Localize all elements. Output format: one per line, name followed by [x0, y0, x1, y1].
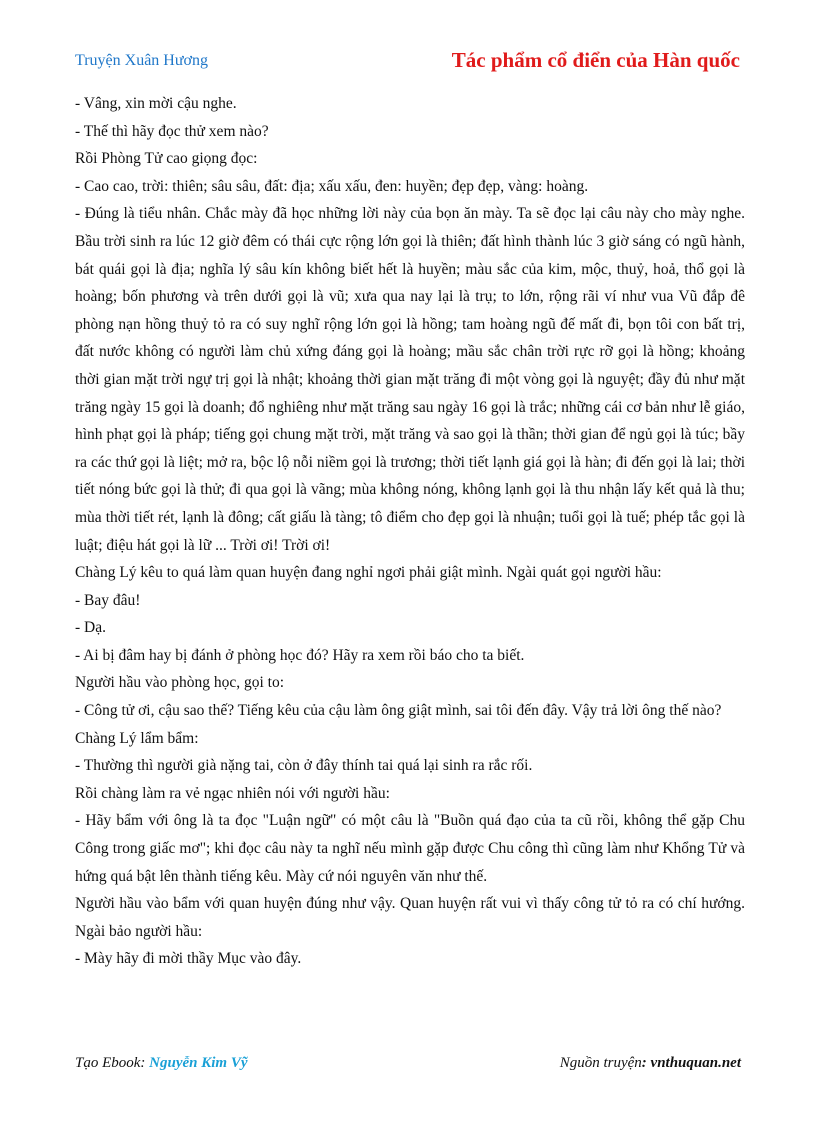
paragraph: Người hầu vào phòng học, gọi to:	[75, 674, 285, 692]
paragraph: Chàng Lý lẩm bẩm:	[75, 729, 199, 747]
header-collection-title: Tác phẩm cổ điển của Hàn quốc	[451, 48, 740, 72]
footer-source-site: vnthuquan.net	[650, 1055, 741, 1071]
footer-source-separator: :	[641, 1055, 651, 1071]
footer-ebook-author: Nguyễn Kim Vỹ	[149, 1055, 248, 1071]
paragraph: - Ai bị đâm hay bị đánh ở phòng học đó? Hãy ra xem rồi báo cho ta biết.	[75, 646, 525, 664]
paragraph: - Bay đâu!	[75, 591, 141, 609]
paragraph: - Cao cao, trời: thiên; sâu sâu, đất: địa; xấu xấu, đen: huyền; đẹp đẹp, vàng: hoàng.	[75, 177, 589, 195]
paragraph: - Công tử ơi, cậu sao thế? Tiếng kêu của cậu làm ông giật mình, sai tôi đến đây. Vậy trả lời ông thế nào?	[75, 702, 722, 720]
paragraph: Rồi chàng làm ra vẻ ngạc nhiên nói với người hầu:	[75, 784, 390, 802]
body-text	[75, 90, 745, 973]
paragraph: - Thế thì hãy đọc thử xem nào?	[75, 122, 269, 140]
paragraph: - Đúng là tiểu nhân. Chắc mày đã học những lời này của bọn ăn mày. Ta sẽ đọc lại câu này cho mày nghe. Bầu trời sinh ra lúc 12 giờ đêm có thái cực rộng lớn gọi là thiên; đất hình thành lúc 3 giờ sáng có ngũ hành, bát quái gọi là địa; nghĩa lý sâu kín không biết hết là huyền; màu sắc của kim, mộc, thuỷ, hoả, thổ gọi là hoàng; bốn phương và trên dưới gọi là vũ; xưa qua nay lại là trụ; to lớn, rộng rãi ví như vua Vũ đắp đê phòng nạn hồng thuỷ tỏ ra có suy nghĩ rộng lớn gọi là hồng; tam hoàng ngũ đế mất đi, bọn tôi con bất trị, đất nước không có người làm chủ xứng đáng gọi là hoàng; mầu sắc chân trời rực rỡ gọi là hồng; khoảng thời gian mặt trời ngự trị gọi là nhật; khoảng thời gian mặt trăng đi một vòng gọi là nguyệt; đầy đủ như mặt trăng ngày 15 gọi là doanh; đổ nghiêng như mặt trăng sau ngày 16 gọi là trắc; những cái cơ bản như lễ giáo, hình phạt gọi là pháp; tiếng gọi chung mặt trời, mặt trăng và sao gọi là thần; thời gian để ngủ gọi là túc; bầy ra các thứ gọi là liệt; mở ra, bộc lộ nỗi niềm gọi là trương; thời tiết lạnh giá gọi là hàn; đi đến gọi là lai; thời tiết nóng bức gọi là thử; đi qua gọi là vãng; mùa không nóng, không lạnh gọi là thu nhận lấy kết quả là thu; mùa thời tiết rét, lạnh là đông; cất giấu là tàng; tô điểm cho đẹp gọi là nhuận; tuổi gọi là tuế; phép tắc gọi là luật; điệu hát gọi là lữ ... Trời ơi! Trời ơi!	[75, 205, 745, 554]
paragraph: - Dạ.	[75, 619, 106, 637]
paragraph: - Mày hãy đi mời thầy Mục vào đây.	[75, 950, 302, 968]
paragraph: Người hầu vào bẩm với quan huyện đúng như vậy. Quan huyện rất vui vì thấy công tử tỏ ra có chí hướng. Ngài bảo người hầu:	[75, 895, 745, 940]
footer-ebook-separator: :	[140, 1055, 150, 1071]
footer-source-label: Nguồn truyện	[559, 1055, 642, 1071]
header-book-title: Truyện Xuân Hương	[75, 52, 208, 69]
footer-ebook-credit	[75, 1055, 248, 1072]
paragraph: - Vâng, xin mời cậu nghe.	[75, 95, 237, 112]
paragraph: - Hãy bẩm với ông là ta đọc "Luận ngữ" có một câu là "Buồn quá đạo của ta cũ rồi, không thể gặp Chu Công trong giấc mơ"; khi đọc câu này ta nghĩ nếu mình gặp được Chu công thì cũng làm như Khổng Tử và hứng quá bật lên thành tiếng kêu. Mày cứ nói nguyên văn như thế.	[75, 812, 745, 885]
paragraph: Rồi Phòng Tử cao giọng đọc:	[75, 150, 258, 168]
paragraph: Chàng Lý kêu to quá làm quan huyện đang nghỉ ngơi phải giật mình. Ngài quát gọi người hầu:	[75, 564, 662, 582]
footer-ebook-label: Tạo Ebook	[75, 1055, 141, 1071]
footer-source-credit	[560, 1055, 741, 1072]
paragraph: - Thường thì người già nặng tai, còn ở đây thính tai quá lại sinh ra rắc rối.	[75, 757, 533, 775]
